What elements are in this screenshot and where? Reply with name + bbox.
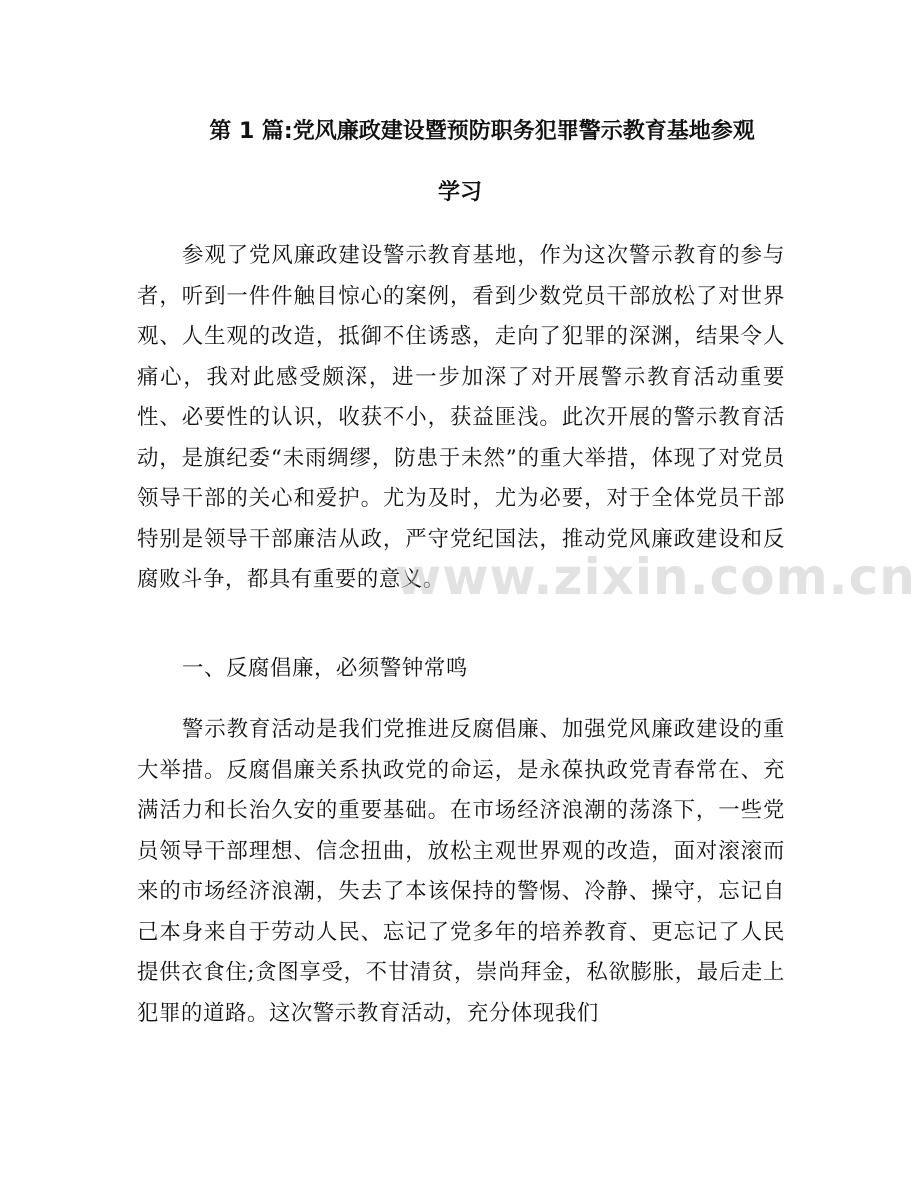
- document-title-line2: 学习: [437, 180, 482, 205]
- watermark: www.zixin.com.cn: [395, 548, 916, 606]
- section-heading-1: 一、反腐倡廉，必须警钟常鸣: [182, 656, 468, 681]
- document-title-line1: 第 1 篇:党风廉政建设暨预防职务犯罪警示教育基地参观: [209, 119, 755, 144]
- paragraph-intro: 参观了党风廉政建设警示教育基地，作为这次警示教育的参与者，听到一件件触目惊心的案例，看到少数党员干部放松了对世界观、人生观的改造，抵御不住诱惑，走向了犯罪的深渊，结果令人痛心，我对此感受颇深，进一步加深了对开展警示教育活动重要性、必要性的认识，收获不小，获益匪浅。此次开展的警示教育活动，是旗纪委“未雨绸缪，防患于未然”的重大举措，体现了对党员领导干部的关心和爱护。尤为及时，尤为必要，对于全体党员干部特别是领导干部廉洁从政，严守党纪国法，推动党风廉政建设和反腐败斗争，都具有重要的意义。: [137, 243, 785, 592]
- paragraph-section-1: 警示教育活动是我们党推进反腐倡廉、加强党风廉政建设的重大举措。反腐倡廉关系执政党的命运，是永葆执政党青春常在、充满活力和长治久安的重要基础。在市场经济浪潮的荡涤下，一些党员领导干部理想、信念扭曲，放松主观世界观的改造，面对滚滚而来的市场经济浪潮，失去了本该保持的警惕、冷静、操守，忘记自己本身来自于劳动人民、忘记了党多年的培养教育、更忘记了人民提供衣食住;贪图享受，不甘清贫，崇尚拜金，私欲膨胀，最后走上犯罪的道路。这次警示教育活动，充分体现我们: [137, 717, 785, 1026]
